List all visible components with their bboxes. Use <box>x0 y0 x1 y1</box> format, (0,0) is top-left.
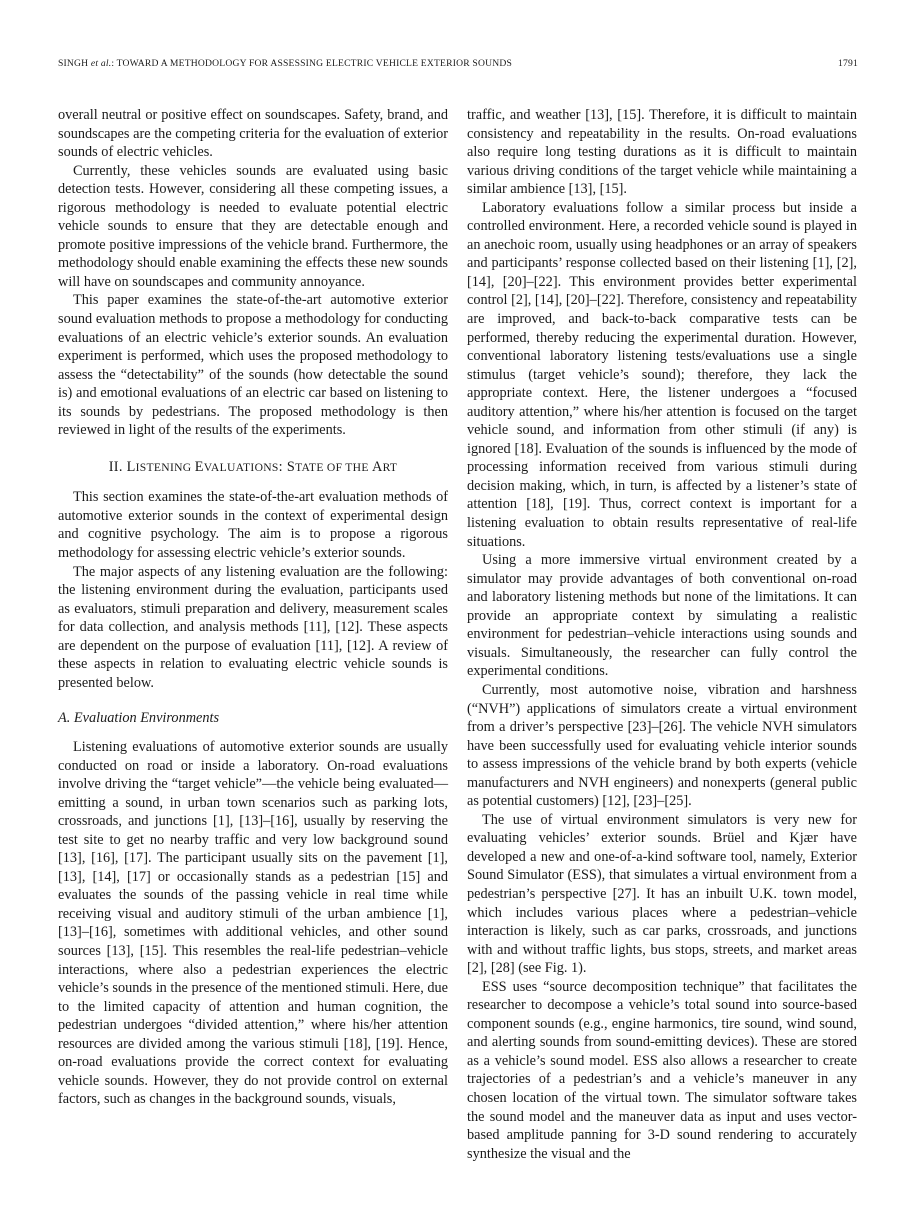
paragraph: The use of virtual environment simulators is very new for evaluating vehicles’ exterior sounds. Brüel and Kjær have developed a new and one-of-a-kind software tool, namely, Exterior Sound Simulator (ESS), that simulates a virtual environment from a pedestrian’s perspective [27]. It has an inbuilt U.K. town model, which includes various places where a pedestrian–vehicle interaction is likely, such as car parks, crossroads, and junctions with and without traffic lights, bus stops, streets, and market areas [2], [28] (see Fig. 1). <box>467 811 857 977</box>
section-heading: II. LISTENING EVALUATIONS: STATE OF THE ART <box>108 458 398 475</box>
subsection-heading: A. Evaluation Environments <box>58 710 220 727</box>
paragraph: overall neutral or positive effect on soundscapes. Safety, brand, and soundscapes are the competing criteria for the evaluation of exterior sounds of electric vehicles. <box>58 107 448 161</box>
paragraph: This paper examines the state-of-the-art automotive exterior sound evaluation methods to propose a methodology for conducting evaluations of an electric vehicle’s exterior sounds. An evaluation experiment is performed, which uses the proposed methodology to assess the “detectability” of the sounds (how detectable the sound is) and emotional evaluations of an electric car based on listening to its sounds by pedestrians. The proposed methodology is then reviewed in light of the results of the experiments. <box>58 292 448 439</box>
paragraph: Laboratory evaluations follow a similar process but inside a controlled environment. Here, a recorded vehicle sound is played in an anechoic room, usually using headphones or an array of speakers and participants’ response collected based on their listening [1], [2], [14], [20]–[22]. This environment provides better experimental control [2], [14], [20]–[22]. Therefore, consistency and repeatability are improved, and back-to-back comparative tests can be performed, thereby reducing the experimental duration. However, conventional laboratory listening tests/evaluations use a single stimulus (target vehicle’s sound); therefore, they lack the appropriate context. Here, the listener undergoes a “focused auditory attention,” where his/her attention is focused on the target vehicle sound, and information from other stimuli (if any) is ignored [18]. Evaluation of the sounds is influenced by the mode of processing information received from various stimuli during decision making, which, in turn, is affected by a listener’s state of attention [18], [19]. Thus, correct context is important for a listening evaluation to obtain results representative of real-life situations. <box>467 199 857 550</box>
paragraph: Using a more immersive virtual environment created by a simulator may provide advantages of both conventional on-road and laboratory listening methods but none of the limitations. It can provide an appropriate context by simulating a realistic environment for pedestrian–vehicle interactions using sounds and visuals. Simultaneously, the researcher can fully control the experimental conditions. <box>467 552 857 680</box>
paragraph: Listening evaluations of automotive exterior sounds are usually conducted on road or inside a laboratory. On-road evaluations involve driving the “target vehicle”—the vehicle being evaluated—emitting a sound, in urban town scenarios such as parking lots, crossroads, and junctions [1], [13]–[16], usually by reserving the test site to get no nearby traffic and very low background sound [13], [16], [17]. The participant usually sits on the pavement [1], [13], [14], [17] or occasionally stands as a pedestrian [15] and evaluates the sounds of the passing vehicle in real time while receiving visual and auditory stimuli of the urban ambience [1], [13]–[16], sometimes with additional vehicles, and other sound sources [13], [15]. This resembles the real-life pedestrian–vehicle interactions, where also a pedestrian experiences the electric vehicle’s sounds in the presence of the mentioned stimuli. Here, due to the limited capacity of attention and human cognition, the pedestrian undergoes “divided attention,” where his/her attention resources are divided among the various stimuli [18], [19]. Hence, on-road evaluations provide the correct context for evaluating vehicle sounds. However, they do not provide control on external factors, such as changes in the background sounds, visuals, <box>58 738 448 1108</box>
page-number: 1791 <box>838 58 858 69</box>
paragraph: Currently, most automotive noise, vibration and harshness (“NVH”) applications of simulators create a virtual environment from a driver’s perspective [23]–[26]. The vehicle NVH simulators have been successfully used for evaluating vehicle interior sounds to assess impressions of the vehicle brand by both experts (vehicle manufacturers and NVH engineers) and nonexperts (general public as potential customers) [12], [23]–[25]. <box>467 681 857 810</box>
right-column <box>467 106 857 1163</box>
running-header <box>58 58 858 72</box>
paragraph: Currently, these vehicles sounds are evaluated using basic detection tests. However, considering all these competing issues, a rigorous methodology is needed to evaluate potential electric vehicle sounds to ensure that they are detectable enough and promote positive impressions of the vehicle brand. Furthermore, the methodology should enable examining the effects these new sounds will have on soundscapes and community annoyance. <box>58 162 448 290</box>
running-title: SINGH et al.: TOWARD A METHODOLOGY FOR ASSESSING ELECTRIC VEHICLE EXTERIOR SOUNDS <box>58 58 512 69</box>
paragraph: This section examines the state-of-the-art evaluation methods of automotive exterior sounds in the context of experimental design and cognitive psychology. The aim is to propose a rigorous methodology for assessing electric vehicle’s exterior sounds. <box>58 489 448 562</box>
left-column <box>58 106 448 1109</box>
paragraph: The major aspects of any listening evaluation are the following: the listening environment during the evaluation, participants used as evaluators, stimuli preparation and delivery, measurement scales for data collection, and analysis methods [11], [12]. These aspects are dependent on the purpose of evaluation [11], [12]. A review of these aspects in relation to evaluating electric vehicle sounds is presented below. <box>58 563 448 691</box>
paragraph: traffic, and weather [13], [15]. Therefore, it is difficult to maintain consistency and repeatability in the results. On-road evaluations also require long testing durations as it is difficult to maintain various driving conditions of the target vehicle while maintaining a similar ambience [13], [15]. <box>467 107 857 198</box>
paragraph: ESS uses “source decomposition technique” that facilitates the researcher to decompose a vehicle’s total sound into source-based component sounds (e.g., engine harmonics, tire sound, wind sound, and alerting sounds from sound-emitting devices). These are stored as a vehicle’s sound model. ESS also allows a researcher to create trajectories of a pedestrian’s and a vehicle’s maneuver in any chosen location of the virtual town. The simulator software takes the sound model and the maneuver data as input and uses vector-based amplitude panning for 3-D sound rendering to accurately synthesize the visual and the <box>467 978 857 1162</box>
